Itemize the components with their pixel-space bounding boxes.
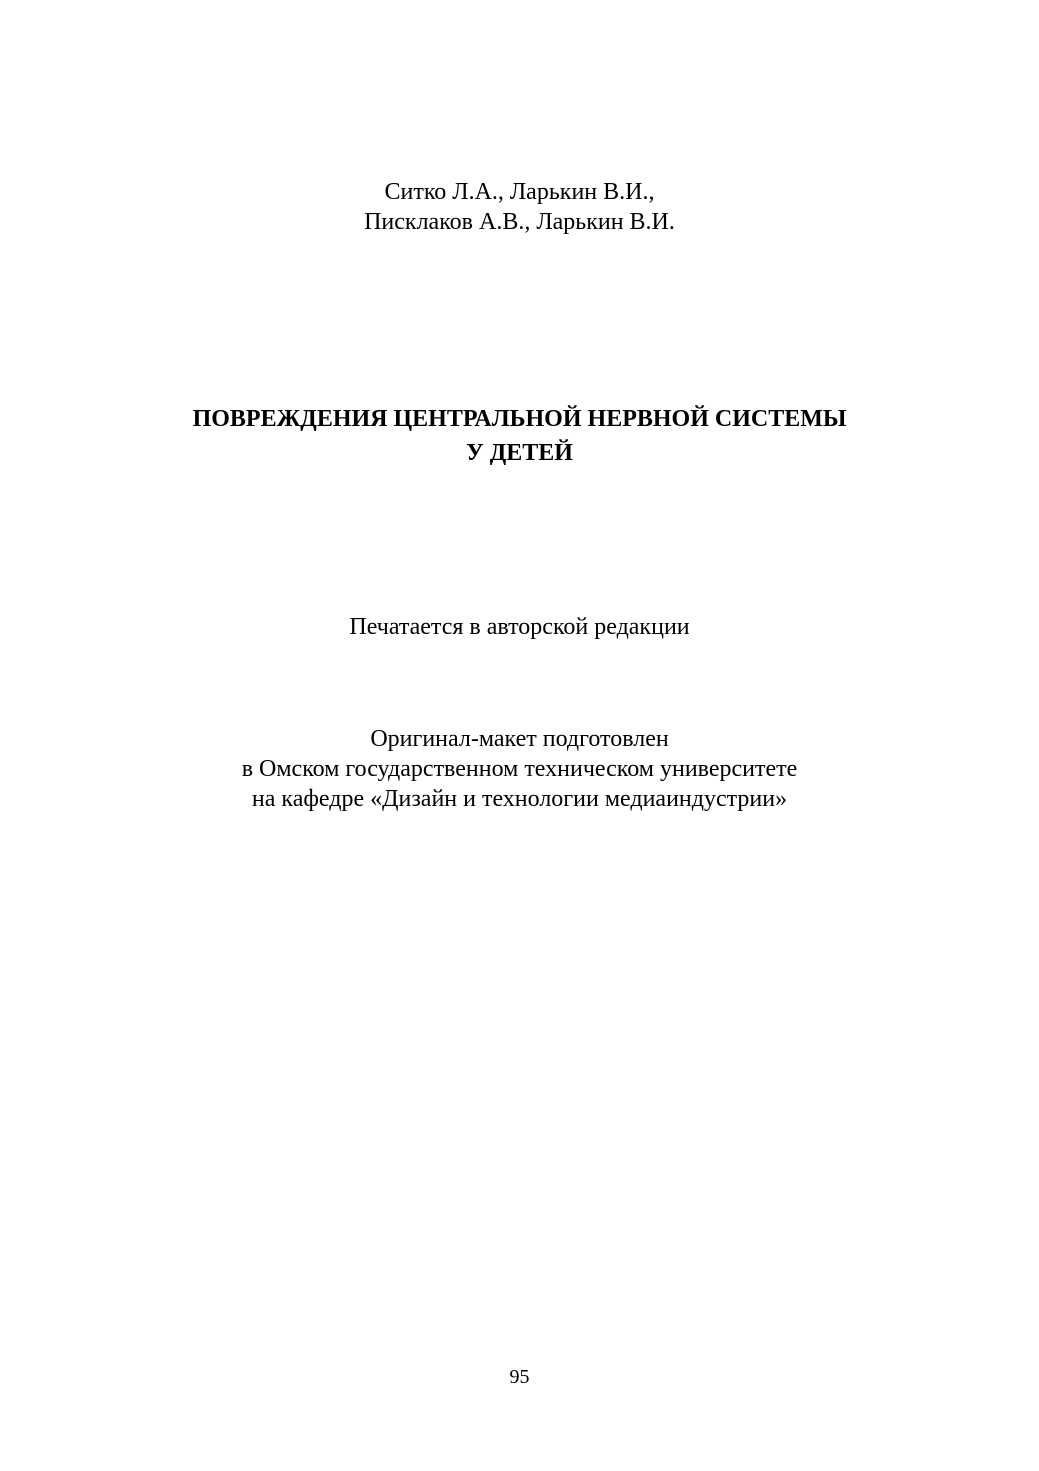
edition-note: [0, 612, 1039, 642]
authors-line-1: Ситко Л.А., Ларькин В.И.,: [384, 179, 655, 205]
edition-note-text: Печатается в авторской редакции: [349, 614, 690, 640]
prepared-note-line-1: Оригинал-макет подготовлен: [370, 726, 669, 752]
authors-block: [0, 177, 1039, 237]
authors-line-2: Писклаков А.В., Ларькин В.И.: [364, 209, 675, 235]
title-line-1: ПОВРЕЖДЕНИЯ ЦЕНТРАЛЬНОЙ НЕРВНОЙ СИСТЕМЫ: [192, 406, 847, 432]
title-line-2: У ДЕТЕЙ: [466, 440, 573, 466]
prepared-note: [0, 724, 1039, 814]
prepared-note-line-2: в Омском государственном техническом университете: [241, 756, 798, 782]
page-number: 95: [509, 1366, 530, 1388]
document-title: [0, 402, 1039, 470]
prepared-note-line-3: на кафедре «Дизайн и технологии медиаиндустрии»: [251, 786, 788, 812]
